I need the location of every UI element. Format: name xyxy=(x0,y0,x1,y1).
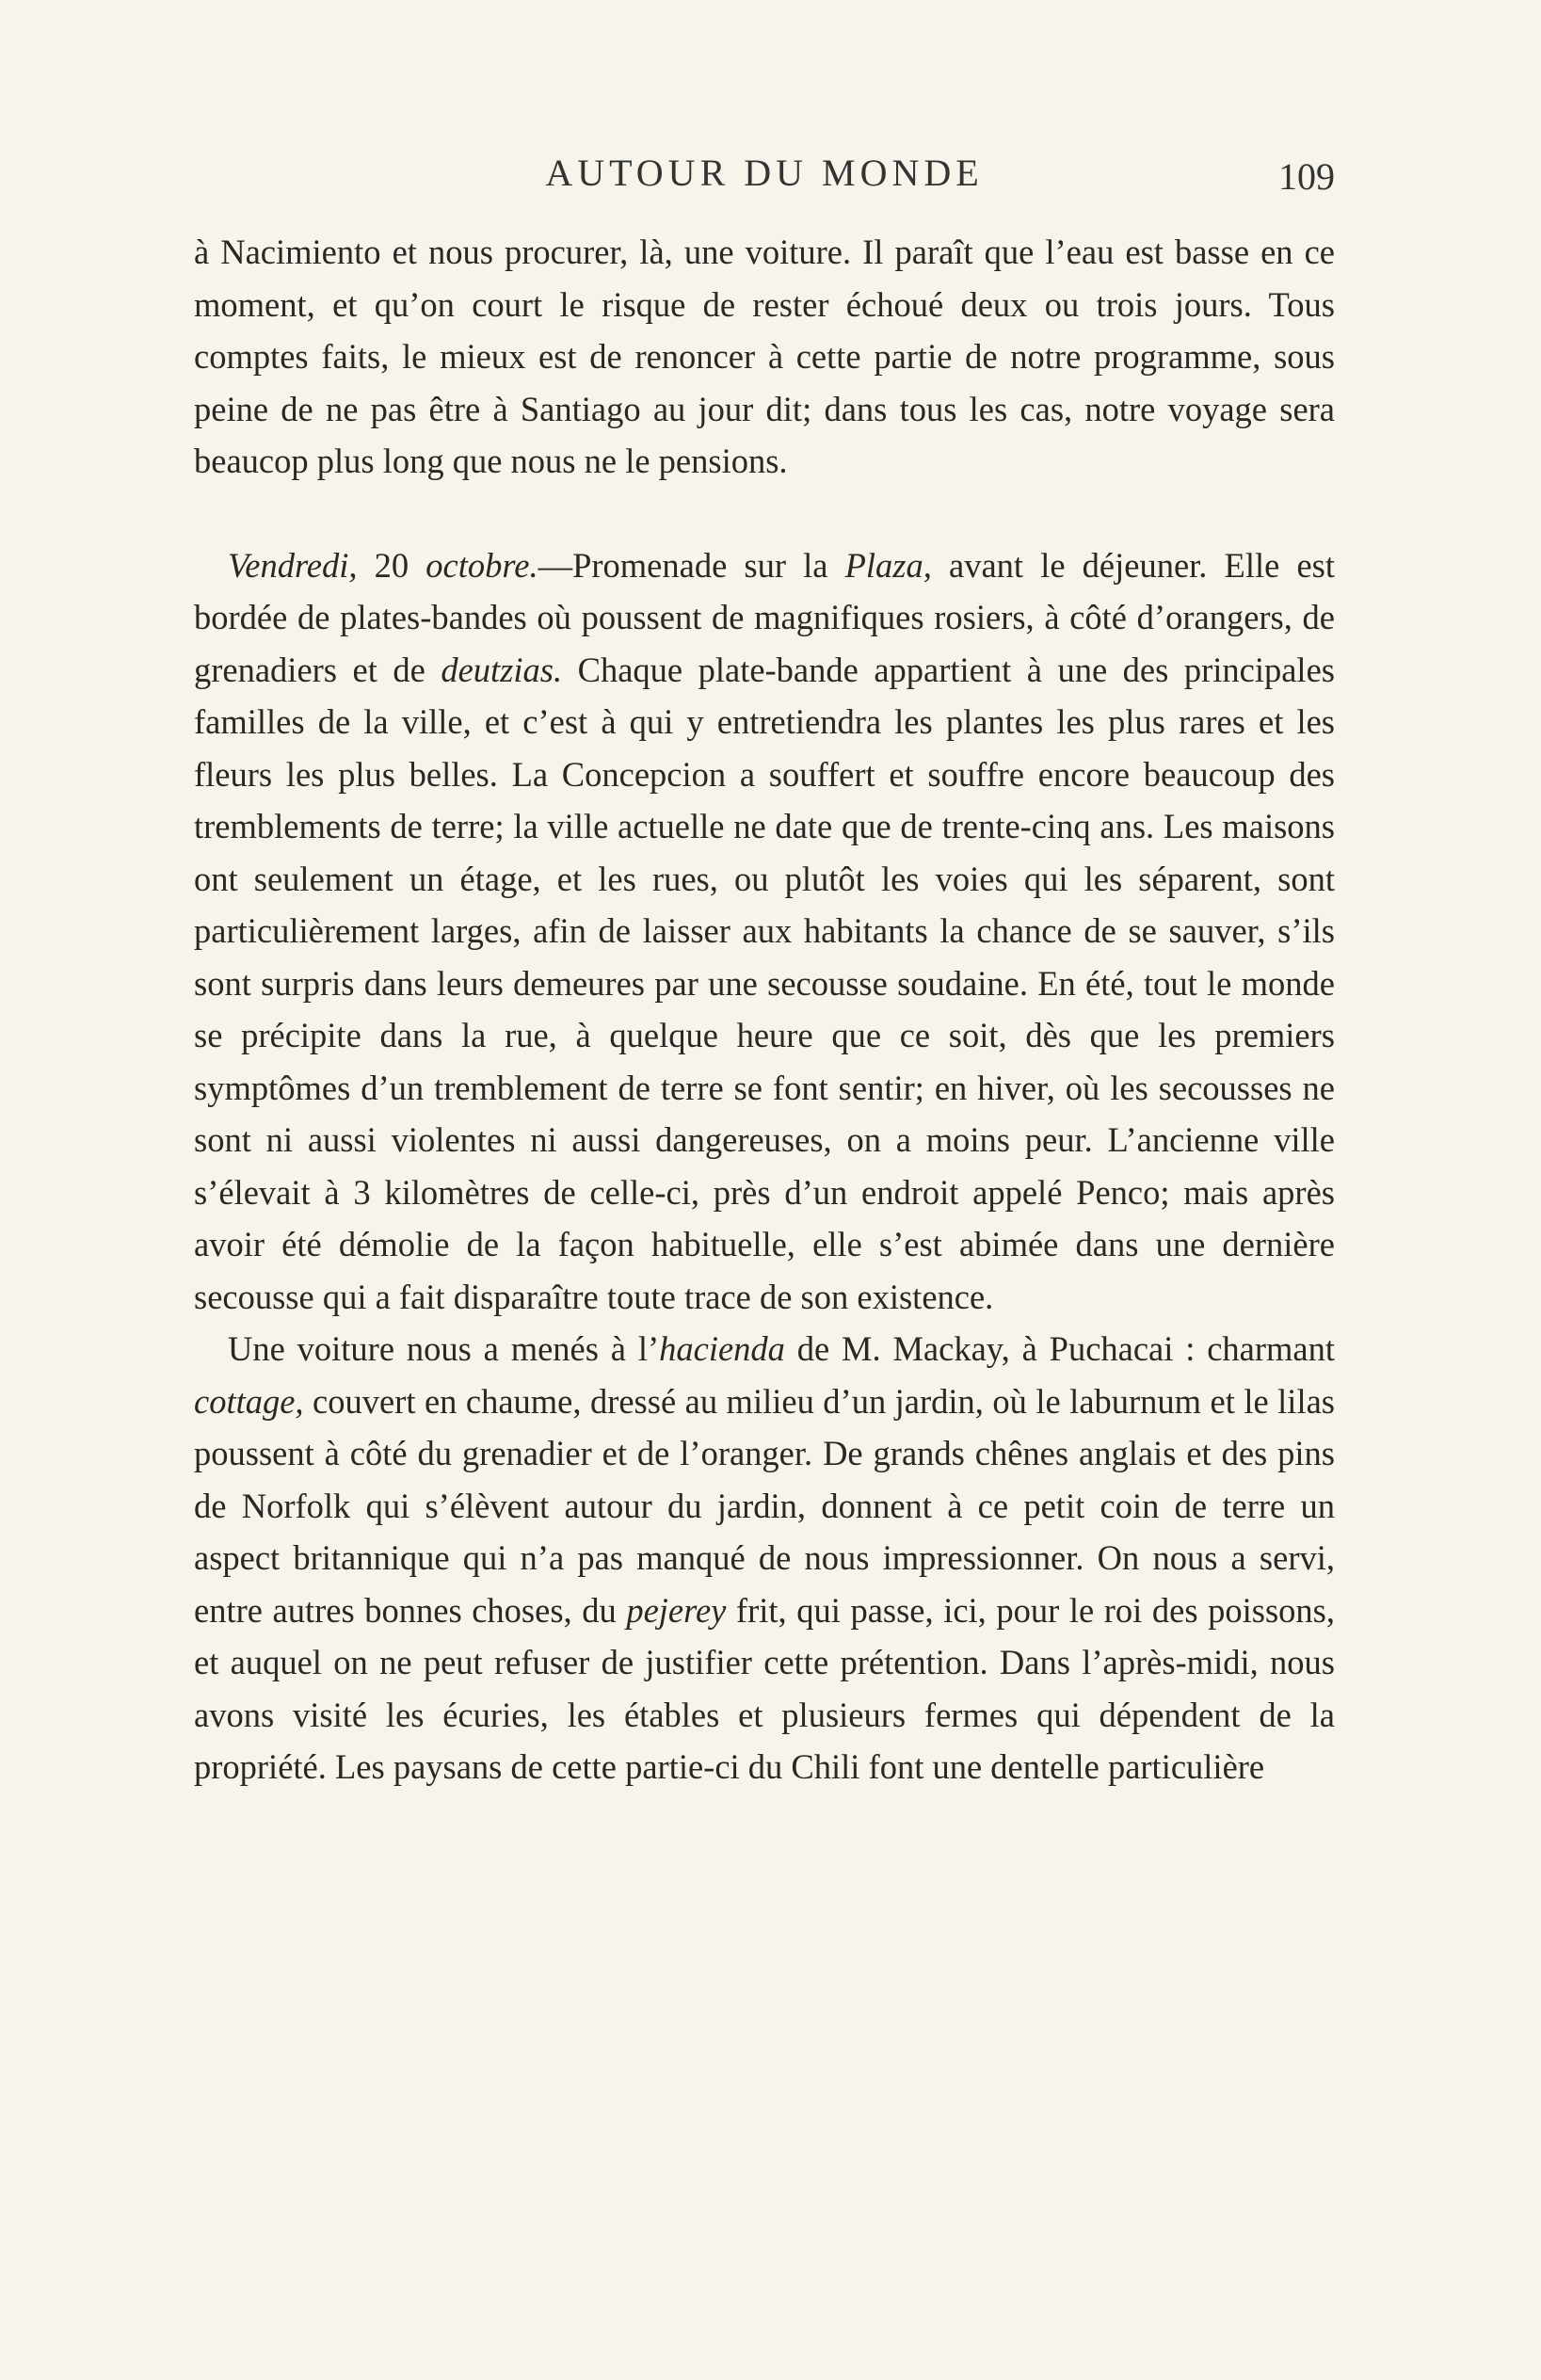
text-run: à Nacimiento et nous procurer, là, une voiture. Il paraît que l’eau est basse en ce moment, et qu’on court le risque de rester échoué deux ou trois jours. Tous comptes faits, le mieux est de renoncer à cette partie de notre programme, sous peine de ne pas être à Santiago au jour dit; dans tous les cas, notre voyage sera beaucop plus long que nous ne le pensions. xyxy=(194,233,1335,480)
date-month: octobre. xyxy=(425,545,538,585)
text-run: avant le déjeuner. Elle est bordée de plates-bandes où poussent de magnifiques rosiers, à côté d’orangers, de grenadiers et de xyxy=(194,545,1336,689)
paragraph-2 xyxy=(194,539,1335,1324)
paragraph-1 xyxy=(194,226,1335,488)
date-weekday: Vendredi, xyxy=(228,545,375,585)
text-run: Une voiture nous a menés à l’ xyxy=(228,1329,660,1368)
italic-term: deutzias. xyxy=(441,650,563,689)
italic-term: Plaza, xyxy=(844,545,932,585)
paragraph-3 xyxy=(194,1323,1335,1793)
text-run: couvert en chaume, dressé au milieu d’un jardin, où le laburnum et le lilas poussent à côté du grenadier et de l’oranger. De grands chênes anglais et des pins de Norfolk qui s’élèvent autour du jardin, donnent à ce petit coin de terre un aspect britannique qui n’a pas manqué de nous impressionner. On nous a servi, entre autres bonnes choses, du xyxy=(194,1381,1335,1630)
text-run: Chaque plate-bande appartient à une des principales familles de la ville, et c’est à qui y entretiendra les plantes les plus rares et les fleurs les plus belles. La Concepcion a souffert et souffre encore beaucoup des tremblements de terre; la ville actuelle ne date que de trente-cinq ans. Les maisons ont seulement un étage, et les rues, ou plutôt les voies qui les séparent, sont particulièrement larges, afin de laisser aux habitants la chance de se sauver, s’ils sont surpris dans leurs demeures par une secousse soudaine. En été, tout le monde se précipite dans la rue, à quelque heure que ce soit, dès que les premiers symptômes d’un tremblement de terre se font sentir; en hiver, où les secousses ne sont ni aussi violentes ni aussi dangereuses, on a moins peur. L’ancienne ville s’élevait à 3 kilomètres de celle-ci, près d’un endroit appelé Penco; mais après avoir été démolie de la façon habituelle, elle s’est abimée dans une dernière secousse qui a fait disparaître toute trace de son existence. xyxy=(194,650,1335,1316)
running-head xyxy=(194,151,1335,198)
body-text xyxy=(194,226,1335,1793)
text-run: frit, qui passe, ici, pour le roi des poissons, et auquel on ne peut refuser de justifier cette prétention. Dans l’après-midi, nous avons visité les écuries, les étables et plusieurs fermes qui dépendent de la propriété. Les paysans de cette partie-ci du Chili font une dentelle particulière xyxy=(194,1590,1335,1786)
italic-term: hacienda xyxy=(659,1329,785,1368)
text-run: —Promenade sur la xyxy=(538,545,845,585)
italic-term: pejerey xyxy=(626,1590,727,1630)
page-number: 109 xyxy=(1278,155,1335,198)
text-run: de M. Mackay, à Puchacai : charmant xyxy=(784,1329,1335,1368)
running-title: AUTOUR DU MONDE xyxy=(545,152,984,194)
italic-term: cottage, xyxy=(194,1381,304,1421)
date-day: 20 xyxy=(374,545,426,585)
